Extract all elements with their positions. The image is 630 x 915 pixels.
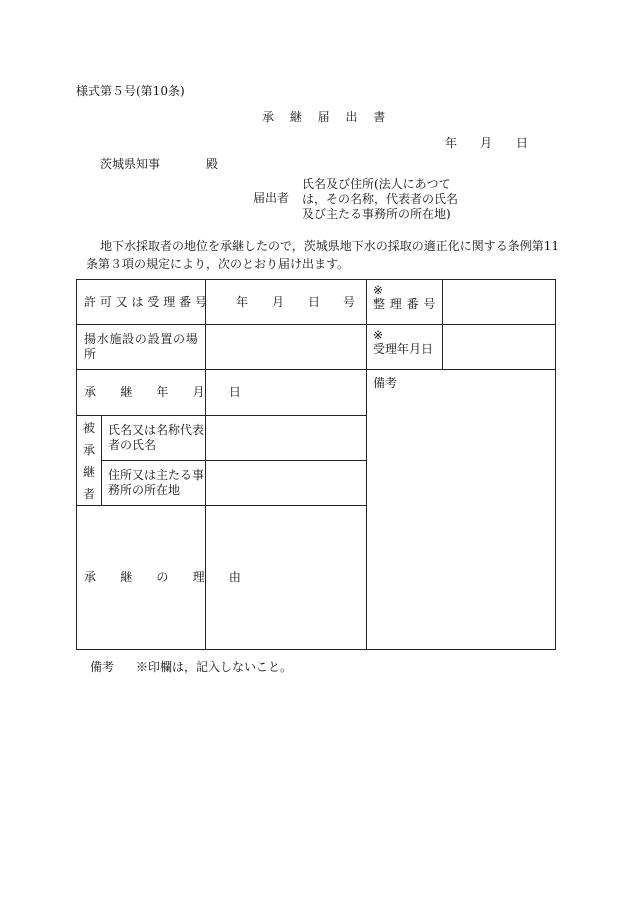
facility-location-label: 揚水施設の設置の場所 — [84, 332, 199, 361]
predecessor-address-field[interactable] — [206, 461, 366, 505]
remarks-label: 備考 — [373, 376, 398, 390]
form-number: 様式第５号(第10条) — [76, 84, 185, 98]
predecessor-address-label: 住所又は主たる事務所の所在地 — [108, 468, 205, 497]
applicant-note-line3: 及び主たる事務所の所在地) — [302, 207, 451, 221]
footer-remarks-label: 備考 — [90, 660, 115, 674]
permit-number-suffix: 号 — [343, 295, 356, 309]
predecessor-name-field[interactable] — [206, 416, 366, 460]
applicant-label: 届出者 — [253, 191, 290, 205]
receipt-date-label: 受理年月日 — [373, 342, 434, 356]
permit-year-label: 年 — [236, 295, 249, 309]
predecessor-char-4: 者 — [83, 487, 96, 501]
predecessor-char-1: 被 — [83, 421, 96, 435]
reference-number-field[interactable] — [443, 280, 555, 324]
applicant-note-line2: は，その名称，代表者の氏名 — [302, 192, 459, 206]
predecessor-char-3: 継 — [83, 465, 96, 479]
succession-reason-field[interactable] — [206, 506, 366, 650]
honorific: 殿 — [206, 157, 219, 171]
office-use-mark: ※ — [373, 328, 384, 342]
reference-number-label: 整理番号 — [373, 297, 441, 311]
succession-form-table — [76, 279, 556, 650]
permit-number-label: 許可又は受理番号 — [84, 295, 211, 309]
body-text-line2: 条第３項の規定により，次のとおり届け出ます。 — [86, 257, 350, 271]
permit-day-label: 日 — [308, 295, 321, 309]
applicant-note-line1: 氏名及び住所(法人にあつて — [302, 177, 451, 191]
body-text-line1: 地下水採取者の地位を承継したので，茨城県地下水の採取の適正化に関する条例第11 — [100, 239, 560, 253]
succession-date-field[interactable] — [206, 370, 366, 415]
predecessor-char-2: 承 — [83, 443, 96, 457]
receipt-date-field[interactable] — [443, 325, 555, 369]
permit-month-label: 月 — [272, 295, 285, 309]
remarks-field[interactable] — [367, 392, 555, 650]
succession-date-label: 承 継 年 月 日 — [84, 385, 252, 399]
predecessor-name-label: 氏名又は名称代表者の氏名 — [108, 423, 205, 452]
permit-number-field[interactable] — [206, 280, 366, 324]
facility-location-field[interactable] — [206, 325, 366, 369]
succession-reason-label: 承 継 の 理 由 — [84, 570, 252, 584]
addressee: 茨城県知事 — [100, 157, 161, 171]
date-month-label: 月 — [480, 136, 493, 150]
date-day-label: 日 — [516, 136, 529, 150]
footer-remarks-text: ※印欄は，記入しないこと。 — [136, 660, 293, 674]
document-title: 承 継 届 出 書 — [262, 110, 392, 124]
office-use-mark: ※ — [373, 283, 384, 297]
date-year-label: 年 — [445, 136, 458, 150]
